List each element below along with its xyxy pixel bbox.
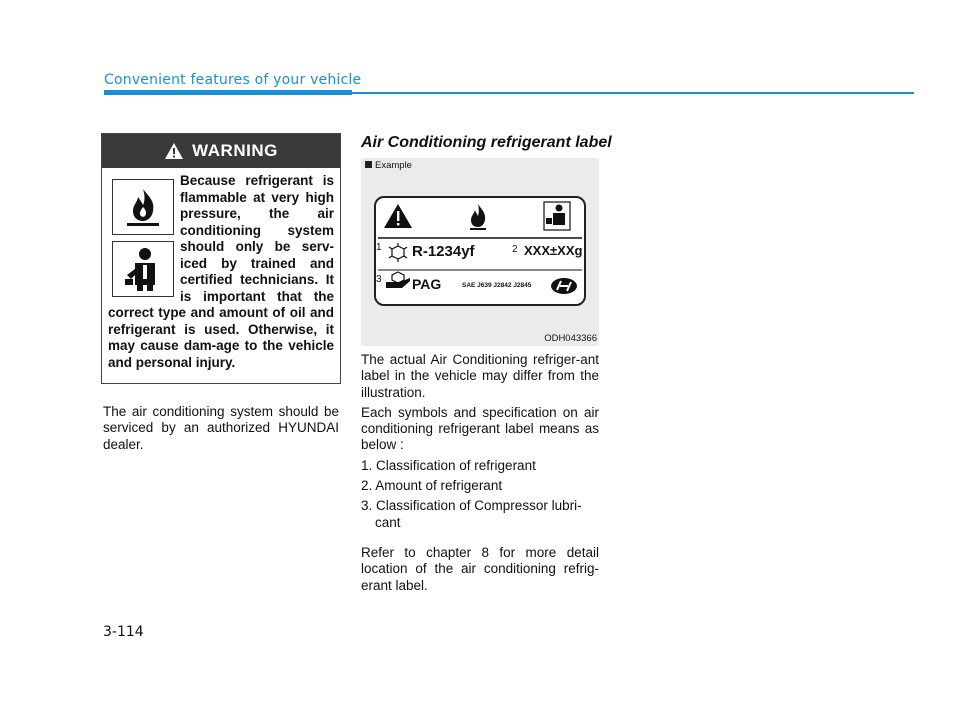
illustration-code: ODH043366 bbox=[544, 333, 597, 344]
section-header-title: Convenient features of your vehicle bbox=[104, 72, 362, 88]
snowflake-icon bbox=[389, 243, 407, 262]
list-item: 3. Classification of Compressor lubri-cant bbox=[361, 498, 582, 530]
warning-text bbox=[108, 173, 334, 371]
page-number: 3-114 bbox=[103, 624, 144, 640]
warning-triangle-icon bbox=[384, 204, 412, 228]
list-item: 2. Amount of refrigerant bbox=[361, 478, 503, 494]
header-rule-thick bbox=[104, 90, 352, 95]
technician-icon bbox=[544, 202, 570, 230]
marker-3: 3 bbox=[376, 274, 382, 285]
list-item: 1. Classification of refrigerant bbox=[361, 457, 536, 473]
flammable-icon bbox=[470, 204, 486, 230]
example-note: Example bbox=[365, 160, 412, 171]
warning-body: Because refrigerant is flammable at very high pressure, the air conditioning system should only be serv-iced by trained and certified technicians. It is important that the correct type and amount of oil and refrigerant is used. Otherwise, it may cause dam-age to the vehicle and personal injury. bbox=[108, 173, 334, 370]
warning-title: WARNING bbox=[192, 141, 278, 160]
paragraph-refer: Refer to chapter 8 for more detail location of the air conditioning refrig-erant label. bbox=[361, 544, 599, 593]
refrigerant-label-illustration bbox=[361, 158, 599, 346]
header-rule-thin bbox=[352, 92, 914, 94]
service-paragraph: The air conditioning system should be serviced by an authorized HYUNDAI dealer. bbox=[103, 404, 339, 452]
label-description bbox=[361, 352, 599, 598]
paragraph-differ: The actual Air Conditioning refriger-ant label in the vehicle may differ from the illustration. bbox=[361, 352, 599, 400]
refrigerant-amount: XXX±XXg bbox=[524, 243, 583, 258]
paragraph-means: Each symbols and specification on air conditioning refrigerant label means as below : bbox=[361, 404, 599, 453]
refrigerant-label-card bbox=[374, 196, 586, 306]
marker-2: 2 bbox=[512, 244, 518, 255]
warning-triangle-icon bbox=[164, 142, 184, 160]
sae-standards: SAE J639 J2842 J2845 bbox=[462, 282, 532, 289]
section-title: Air Conditioning refrigerant label bbox=[361, 134, 612, 151]
warning-box bbox=[101, 133, 341, 384]
refrigerant-type: R-1234yf bbox=[412, 243, 475, 260]
warning-header bbox=[102, 134, 340, 168]
oil-type: PAG bbox=[412, 276, 442, 292]
hyundai-logo-icon bbox=[551, 278, 577, 294]
marker-1: 1 bbox=[376, 242, 382, 253]
oil-can-icon bbox=[386, 272, 410, 288]
